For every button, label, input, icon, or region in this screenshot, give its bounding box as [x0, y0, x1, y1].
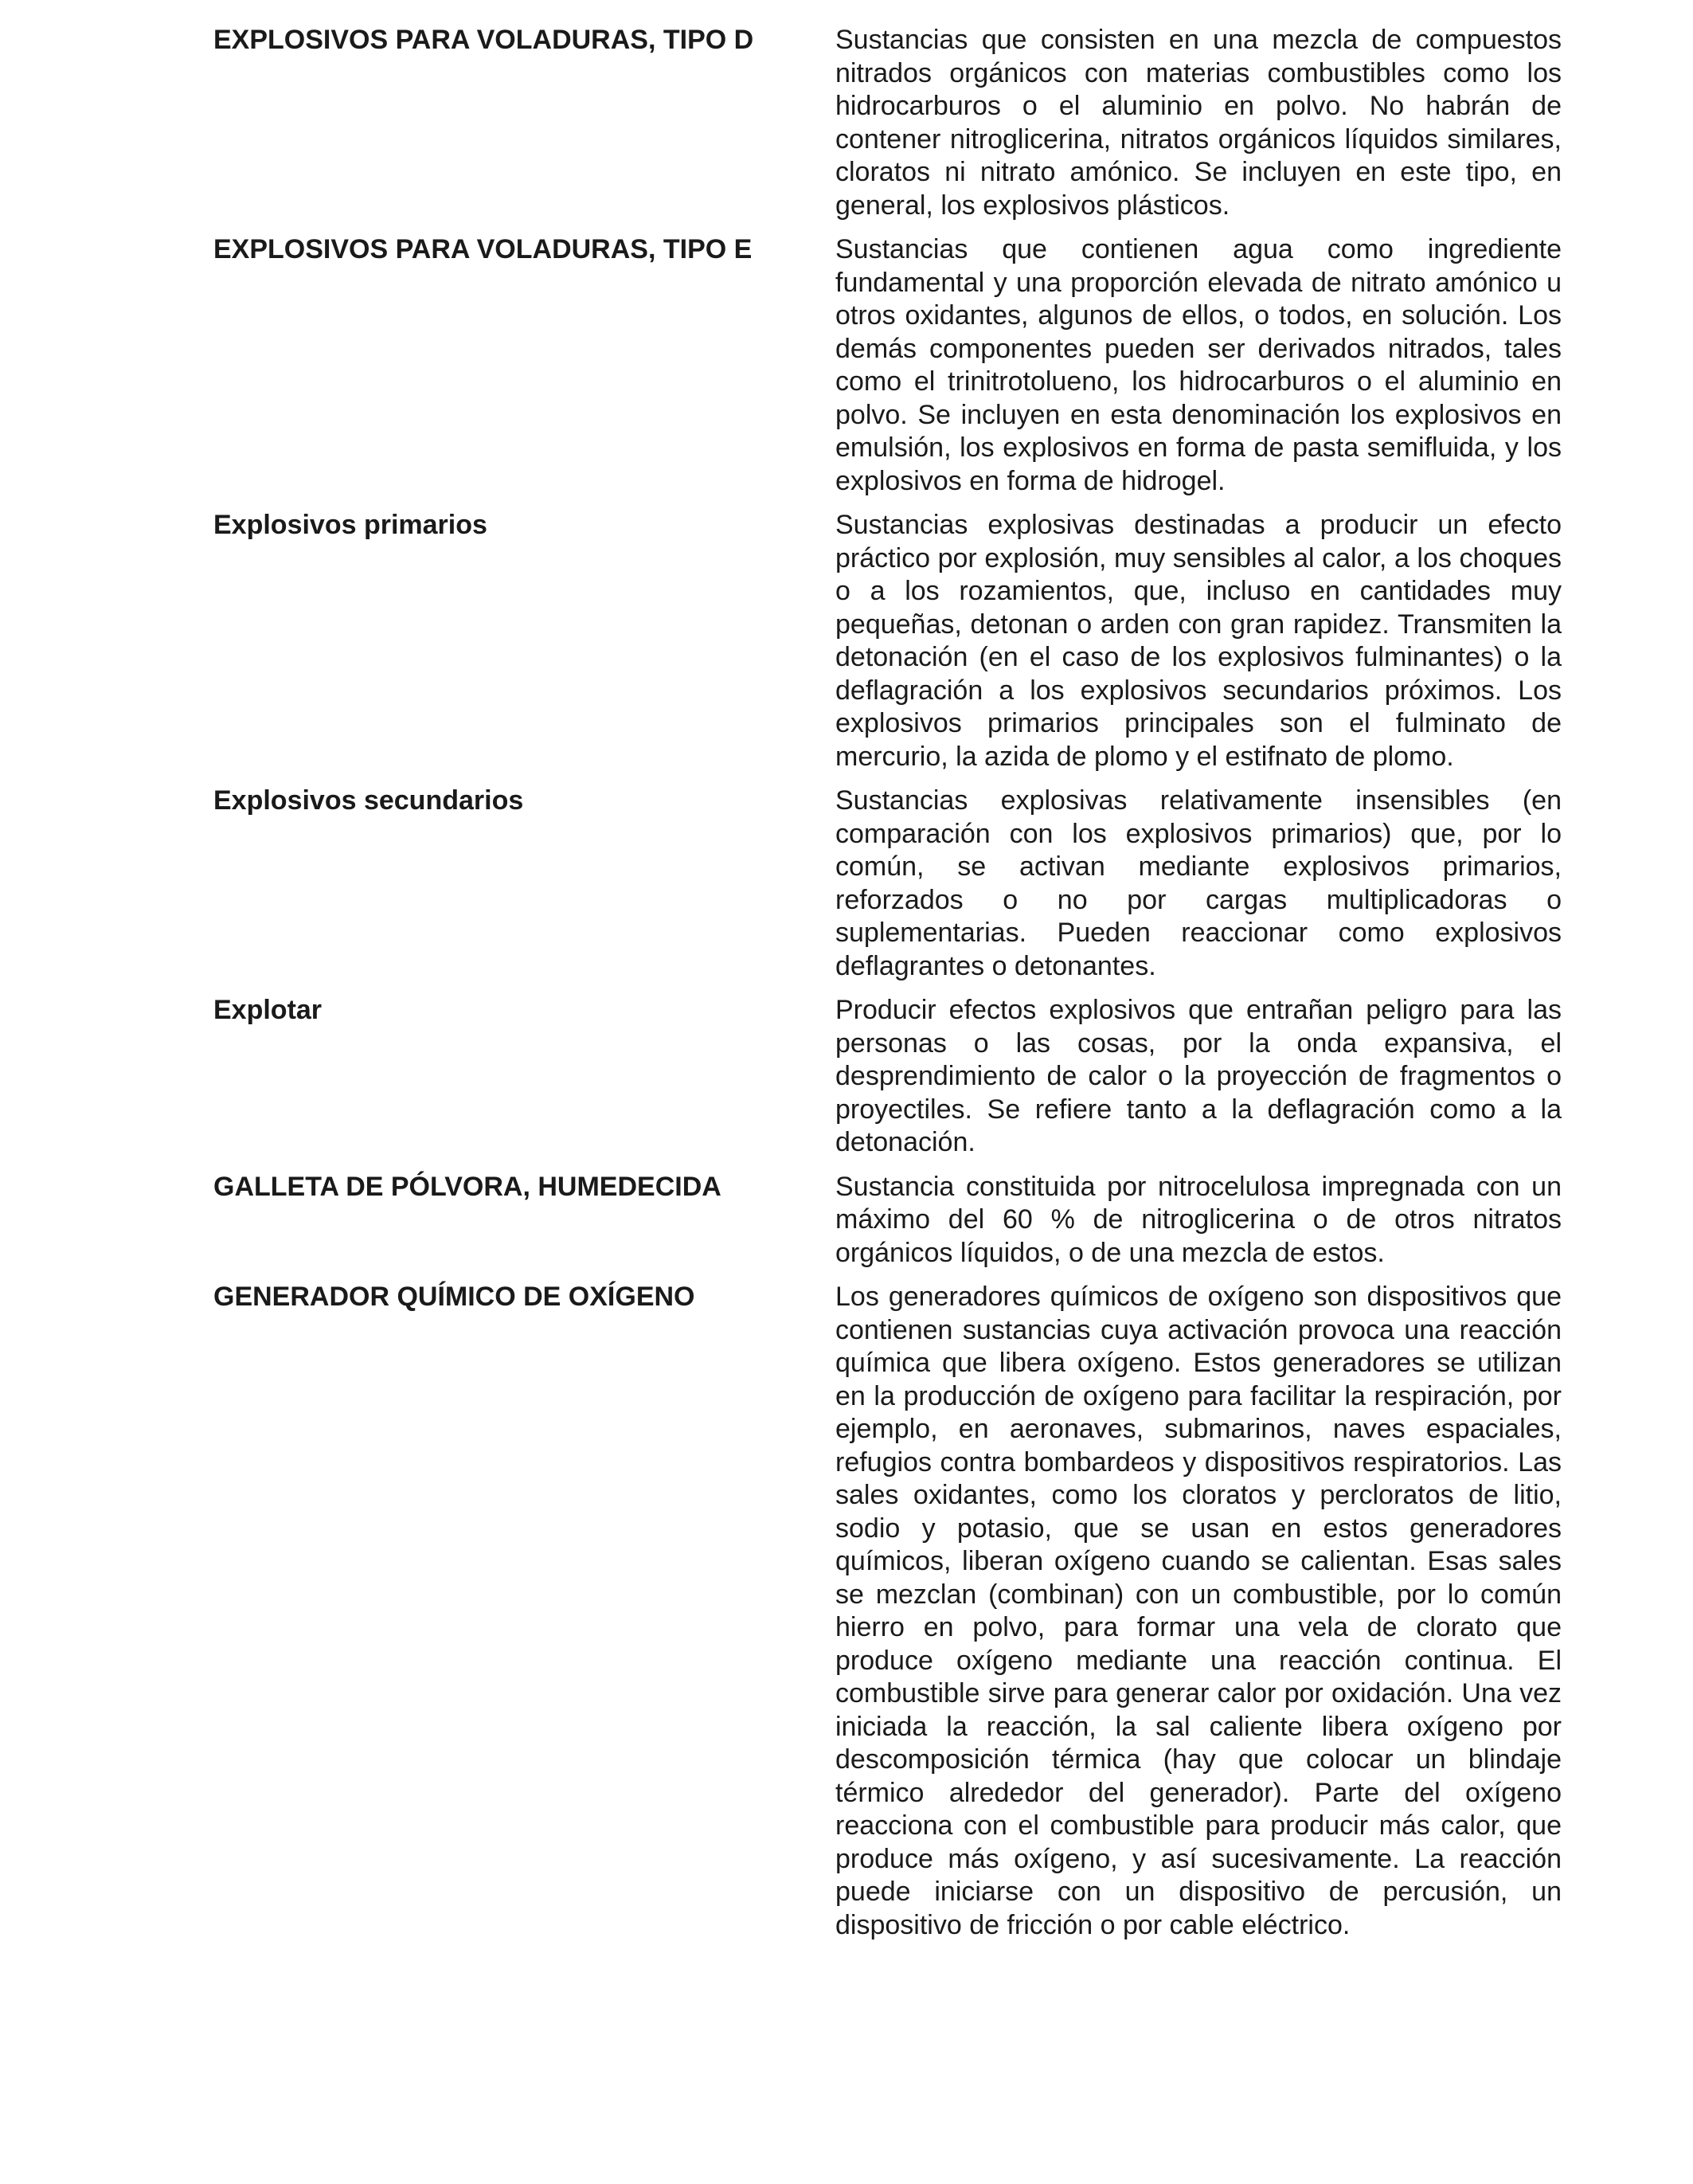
glossary-definition: Sustancias explosivas destinadas a producir un efecto práctico por explosión, muy sensibles al calor, a los choques o a los rozamientos, que, incluso en cantidades muy pequeñas, detonan o arden con gran rapidez. Transmiten la detonación (en el caso de los explosivos fulminantes) o la deflagración a los explosivos secundarios próximos. Los explosivos primarios principales son el fulminato de mercurio, la azida de plomo y el estifnato de plomo.: [835, 510, 1562, 772]
glossary-definition: Sustancias explosivas relativamente insensibles (en comparación con los explosivos primarios) que, por lo común, se activan mediante explosivos primarios, reforzados o no por cargas multiplicadoras o suplementarias. Pueden reaccionar como explosivos deflagrantes o detonantes.: [835, 785, 1562, 981]
glossary-term: Explosivos primarios: [213, 510, 487, 540]
glossary-definition: Sustancias que contienen agua como ingrediente fundamental y una proporción elevada de nitrato amónico u otros oxidantes, algunos de ellos, o todos, en solución. Los demás componentes pueden ser derivados nitrados, tales como el trinitrotolueno, los hidrocarburos o el aluminio en polvo. Se incluyen en esta denominación los explosivos en emulsión, los explosivos en forma de pasta semifluida, y los explosivos en forma de hidrogel.: [835, 234, 1562, 496]
glossary-entry: [0, 24, 1693, 222]
glossary-definition: Los generadores químicos de oxígeno son dispositivos que contienen sustancias cuya activación provoca una reacción química que libera oxígeno. Estos generadores se utilizan en la producción de oxígeno para facilitar la respiración, por ejemplo, en aeronaves, submarinos, naves espaciales, refugios contra bombardeos y dispositivos respiratorios. Las sales oxidantes, como los cloratos y percloratos de litio, sodio y potasio, que se usan en estos generadores químicos, liberan oxígeno cuando se calientan. Esas sales se mezclan (combinan) con un combustible, por lo común hierro en polvo, para formar una vela de clorato que produce oxígeno mediante una reacción continua. El combustible sirve para generar calor por oxidación. Una vez iniciada la reacción, la sal caliente libera oxígeno por descomposición térmica (hay que colocar un blindaje térmico alrededor del generador). Parte del oxígeno reacciona con el combustible para producir más calor, que produce más oxígeno, y así sucesivamente. La reacción puede iniciarse con un dispositivo de percusión, un dispositivo de fricción o por cable eléctrico.: [835, 1282, 1562, 1940]
glossary-entry: [0, 509, 1693, 773]
glossary-definition: Sustancia constituida por nitrocelulosa impregnada con un máximo del 60 % de nitroglicerina o de otros nitratos orgánicos líquidos, o de una mezcla de estos.: [835, 1171, 1562, 1268]
glossary-entry: [0, 233, 1693, 498]
glossary-term: GALLETA DE PÓLVORA, HUMEDECIDA: [213, 1171, 721, 1202]
glossary-entry: [0, 785, 1693, 983]
glossary-term: EXPLOSIVOS PARA VOLADURAS, TIPO D: [213, 25, 754, 55]
glossary-definition: Sustancias que consisten en una mezcla de compuestos nitrados orgánicos con materias combustibles como los hidrocarburos o el aluminio en polvo. No habrán de contener nitroglicerina, nitratos orgánicos líquidos similares, cloratos ni nitrato amónico. Se incluyen en este tipo, en general, los explosivos plásticos.: [835, 25, 1562, 221]
glossary-term: Explotar: [213, 995, 323, 1025]
glossary-term: GENERADOR QUÍMICO DE OXÍGENO: [213, 1282, 695, 1312]
glossary-entry: [0, 994, 1693, 1160]
glossary-entry: [0, 1171, 1693, 1270]
glossary-term: Explosivos secundarios: [213, 785, 524, 816]
glossary-term: EXPLOSIVOS PARA VOLADURAS, TIPO E: [213, 234, 753, 264]
glossary-entry: [0, 1281, 1693, 1942]
glossary-definition: Producir efectos explosivos que entrañan peligro para las personas o las cosas, por la onda expansiva, el desprendimiento de calor o la proyección de fragmentos o proyectiles. Se refiere tanto a la deflagración como a la detonación.: [835, 995, 1562, 1157]
